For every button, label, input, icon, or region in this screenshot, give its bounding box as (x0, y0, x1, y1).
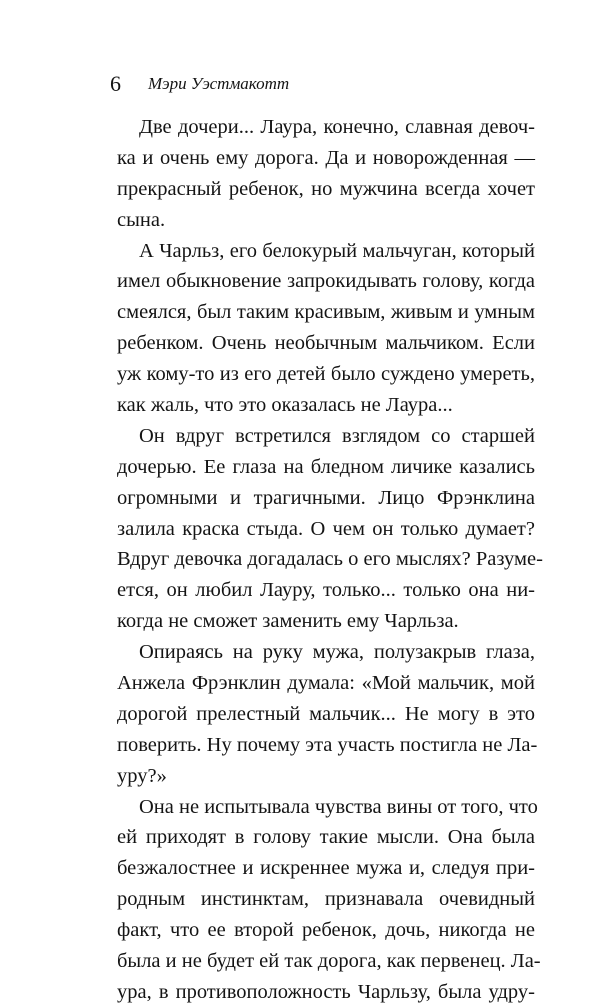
text-line: огромными и трагичными. Лицо Фрэнклина (117, 486, 535, 509)
paragraph (117, 792, 541, 1008)
text-line: поверить. Ну почему эта участь постигла не Ла- (117, 733, 538, 756)
text-line: имел обыкновение запрокидывать голову, когда (117, 270, 535, 293)
text-line: Вдруг девочка догадалась о его мыслях? Разуме- (117, 548, 543, 571)
text-line: А Чарльз, его белокурый мальчуган, который (139, 239, 535, 262)
text-line: ется, он любил Лауру, только... только она ни- (117, 579, 535, 602)
text-line: как жаль, что это оказалась не Лаура... (117, 394, 453, 417)
body-text (117, 112, 543, 1008)
text-line: дорогой прелестный мальчик... Не могу в это (117, 702, 535, 725)
text-line: залила краска стыда. О чем он только думает? (117, 517, 535, 540)
text-line: факт, что ее второй ребенок, дочь, никогда не (117, 919, 535, 942)
text-line: Две дочери... Лаура, конечно, славная девоч- (139, 116, 535, 138)
text-line: ка и очень ему дорога. Да и новорожденная — (117, 146, 535, 169)
paragraph (117, 236, 535, 421)
text-line: родным инстинктам, признавала очевидный (117, 888, 535, 911)
text-line: ребенком. Очень необычным мальчиком. Если (117, 332, 535, 355)
paragraph (117, 637, 538, 791)
text-line: Анжела Фрэнклин думала: «Мой мальчик, мой (117, 672, 535, 695)
text-line: сына. (117, 208, 166, 231)
text-line: уру?» (117, 764, 167, 787)
running-head-author: Мэри Уэстмакотт (148, 74, 290, 93)
text-line: безжалостнее и искреннее мужа и, следуя при- (117, 857, 535, 880)
paragraph (117, 421, 543, 637)
text-line: ура, в противоположность Чарльзу, была удру- (117, 980, 535, 1003)
text-line: Он вдруг встретился взглядом со старшей (139, 424, 535, 447)
paragraph (117, 112, 535, 236)
text-line: была и не будет ей так дорога, как первенец. Ла- (117, 950, 541, 973)
text-line: уж кому-то из его детей было суждено умереть, (117, 363, 535, 386)
text-line: прекрасный ребенок, но мужчина всегда хочет (117, 177, 535, 200)
text-line: Она не испытывала чувства вины от того, что (139, 795, 538, 818)
text-line: когда не сможет заменить ему Чарльза. (117, 610, 459, 633)
text-line: ей приходят в голову такие мысли. Она была (117, 826, 535, 849)
text-line: смеялся, был таким красивым, живым и умным (117, 301, 535, 324)
text-line: дочерью. Ее глаза на бледном личике казались (117, 455, 535, 478)
text-line: Опираясь на руку мужа, полузакрыв глаза, (139, 641, 535, 664)
page-number: 6 (110, 71, 121, 96)
